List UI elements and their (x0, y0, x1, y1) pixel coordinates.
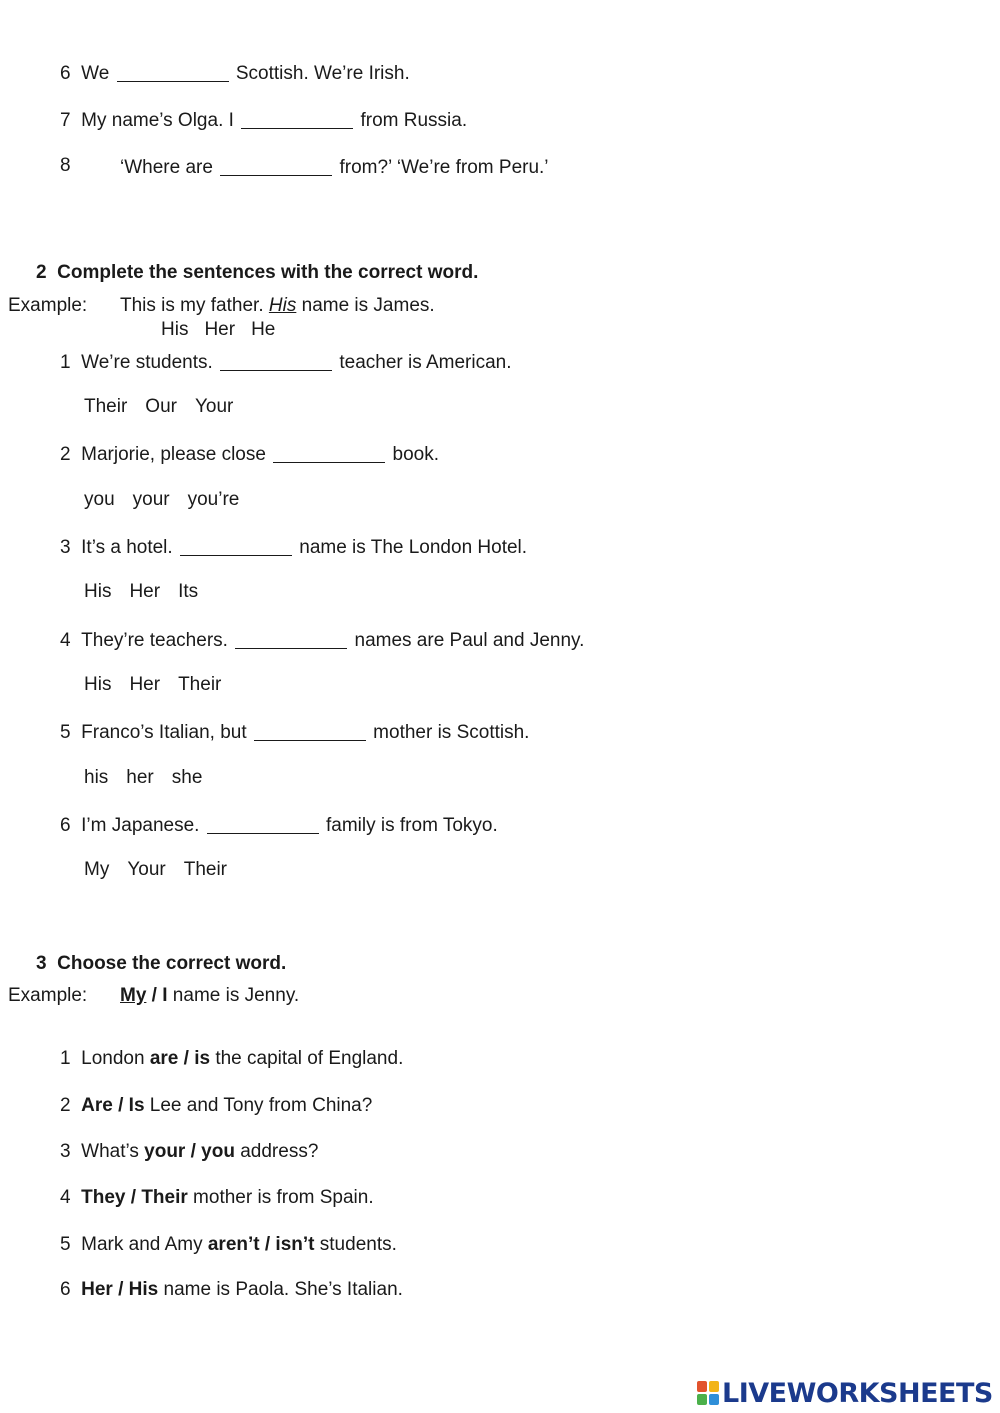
word-choice[interactable]: They / Their (81, 1187, 188, 1208)
example-choice-a: My (120, 985, 147, 1006)
item-text-before: Marjorie, please close (81, 444, 266, 465)
s1-item-7 (60, 109, 467, 130)
item-number: 2 (60, 444, 71, 465)
answer-blank[interactable] (180, 536, 292, 556)
item-number: 5 (60, 1234, 71, 1255)
answer-blank[interactable] (117, 62, 229, 82)
option[interactable]: her (126, 767, 154, 788)
item-text-before: It’s a hotel. (81, 537, 173, 558)
item-number: 8 (60, 155, 71, 176)
item-text-after: mother is Scottish. (373, 722, 530, 743)
word-choice[interactable]: your / you (144, 1141, 235, 1162)
option[interactable]: Their (178, 674, 222, 695)
item-text-after: students. (314, 1234, 397, 1255)
item-text-before: Mark and Amy (81, 1234, 208, 1255)
item-text-after: name is Paola. She’s Italian. (158, 1279, 403, 1300)
s2-options-3 (84, 582, 198, 601)
item-text-after: name is The London Hotel. (299, 537, 528, 558)
logo-tile (697, 1394, 707, 1405)
example-sentence (120, 296, 435, 315)
item-number: 4 (60, 630, 71, 651)
item-text-before: ‘Where are (120, 157, 213, 178)
s2-item-6 (60, 814, 498, 835)
item-number: 6 (60, 815, 71, 836)
word-choice[interactable]: Her / His (81, 1279, 159, 1300)
example-answer: His (268, 295, 297, 316)
item-text-after: book. (392, 444, 439, 465)
item-number: 3 (60, 1141, 71, 1162)
item-number: 6 (60, 1279, 71, 1300)
option[interactable]: you (84, 489, 115, 510)
s2-options-2 (84, 490, 239, 509)
example-separator: / (146, 985, 163, 1006)
item-number: 3 (60, 537, 71, 558)
answer-blank[interactable] (235, 629, 347, 649)
option: His (161, 319, 189, 340)
option[interactable]: Her (129, 674, 161, 695)
option: Her (204, 319, 236, 340)
option[interactable]: you’re (187, 489, 240, 510)
s3-item-3 (60, 1142, 318, 1161)
section-number: 2 (36, 262, 47, 283)
s2-item-2 (60, 443, 439, 464)
option[interactable]: His (84, 581, 112, 602)
s3-item-6 (60, 1280, 403, 1299)
example-after: name is Jenny. (167, 985, 300, 1006)
item-text-after: Scottish. We’re Irish. (235, 63, 410, 84)
item-text-before: Franco’s Italian, but (81, 722, 247, 743)
example-label: Example: (8, 985, 88, 1006)
logo-tile (709, 1381, 719, 1392)
section-title: Choose the correct word. (57, 953, 287, 974)
logo-text: LIVEWORKSHEETS (722, 1377, 993, 1409)
s2-item-1 (60, 351, 512, 372)
item-text-before: We (81, 63, 110, 84)
answer-blank[interactable] (254, 721, 366, 741)
option[interactable]: Their (183, 859, 228, 880)
answer-blank[interactable] (220, 156, 332, 176)
s1-item-8-text (120, 156, 549, 177)
option[interactable]: she (171, 767, 203, 788)
item-text-after: address? (234, 1141, 319, 1162)
s3-item-5 (60, 1235, 397, 1254)
item-text-after: from?’ ‘We’re from Peru.’ (339, 157, 549, 178)
option[interactable]: Your (127, 859, 166, 880)
word-choice[interactable]: aren’t / isn’t (207, 1234, 315, 1255)
example-options (161, 320, 275, 339)
option[interactable]: Your (194, 396, 234, 417)
example-before: This is my father. (120, 295, 264, 316)
item-text-after: from Russia. (360, 110, 468, 131)
option[interactable]: Our (145, 396, 177, 417)
item-number: 5 (60, 722, 71, 743)
option[interactable]: your (132, 489, 170, 510)
answer-blank[interactable] (220, 351, 332, 371)
item-text-after: family is from Tokyo. (326, 815, 498, 836)
logo-tiles-icon (697, 1381, 719, 1405)
section-3-heading (36, 954, 286, 973)
item-text-before: They’re teachers. (81, 630, 228, 651)
s2-item-4 (60, 629, 584, 650)
item-text-after: mother is from Spain. (187, 1187, 374, 1208)
item-text-before: I’m Japanese. (81, 815, 200, 836)
item-text-before: We’re students. (81, 352, 213, 373)
item-text-after: teacher is American. (339, 352, 512, 373)
s3-item-2 (60, 1096, 372, 1115)
option[interactable]: My (84, 859, 110, 880)
answer-blank[interactable] (207, 814, 319, 834)
section-2-heading (36, 263, 478, 282)
item-text-before: What’s (81, 1141, 145, 1162)
s3-item-1 (60, 1049, 403, 1068)
example-after: name is James. (301, 295, 435, 316)
s2-options-6 (84, 860, 227, 879)
item-number: 4 (60, 1187, 71, 1208)
option[interactable]: Their (84, 396, 128, 417)
section-title: Complete the sentences with the correct word. (57, 262, 479, 283)
option[interactable]: Her (129, 581, 161, 602)
item-number: 6 (60, 63, 71, 84)
option[interactable]: Its (178, 581, 199, 602)
s2-options-5 (84, 768, 202, 787)
s1-item-6 (60, 62, 410, 83)
item-text-after: names are Paul and Jenny. (354, 630, 585, 651)
answer-blank[interactable] (241, 109, 353, 129)
liveworksheets-logo[interactable] (697, 1378, 993, 1408)
logo-tile (697, 1381, 707, 1392)
logo-tile (709, 1394, 719, 1405)
option[interactable]: His (84, 674, 112, 695)
word-choice[interactable]: Are / Is (81, 1095, 145, 1116)
answer-blank[interactable] (273, 443, 385, 463)
s3-item-4 (60, 1188, 374, 1207)
example-choice-b: I (162, 985, 168, 1006)
s2-item-5 (60, 721, 529, 742)
item-text-before: London (81, 1048, 150, 1069)
s2-item-3 (60, 536, 527, 557)
example-sentence (120, 986, 299, 1005)
s2-options-1 (84, 397, 233, 416)
item-number: 7 (60, 110, 71, 131)
example-label: Example: (8, 295, 88, 316)
s1-item-8 (60, 156, 71, 175)
s2-options-4 (84, 675, 221, 694)
option[interactable]: his (84, 767, 109, 788)
item-number: 2 (60, 1095, 71, 1116)
option: He (251, 319, 276, 340)
word-choice[interactable]: are / is (149, 1048, 211, 1069)
item-text-before: My name’s Olga. I (81, 110, 234, 131)
item-text-after: Lee and Tony from China? (144, 1095, 373, 1116)
item-number: 1 (60, 1048, 71, 1069)
section-number: 3 (36, 953, 47, 974)
item-text-after: the capital of England. (210, 1048, 404, 1069)
item-number: 1 (60, 352, 71, 373)
